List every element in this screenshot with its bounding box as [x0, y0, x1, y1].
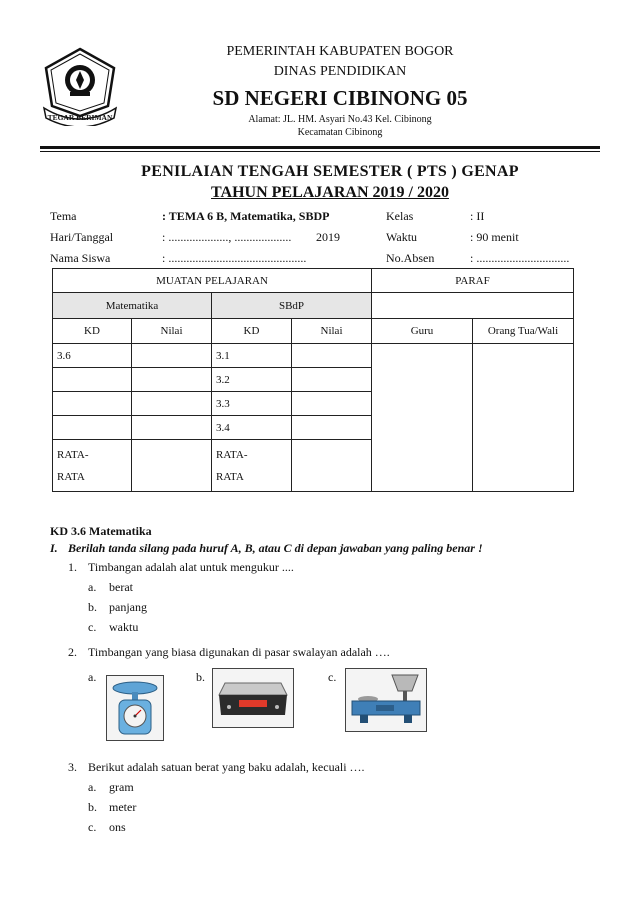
- rata-label-line1: RATA-: [57, 448, 89, 461]
- matematika-rata-rata-value[interactable]: [132, 440, 212, 492]
- hari-tanggal-year: 2019: [316, 230, 340, 244]
- sbdp-kd-cell: 3.1: [212, 344, 292, 368]
- option-letter[interactable]: c.: [88, 820, 97, 834]
- guru-signature-cell[interactable]: [372, 344, 473, 492]
- muatan-pelajaran-header: MUATAN PELAJARAN: [53, 269, 372, 293]
- paraf-header: PARAF: [372, 269, 574, 293]
- kd-heading: KD 3.6 Matematika: [50, 524, 152, 538]
- option-letter[interactable]: b.: [88, 600, 97, 614]
- option-letter[interactable]: c.: [88, 620, 97, 634]
- sbdp-kd-cell: 3.3: [212, 392, 292, 416]
- nilai-header-matematika: Nilai: [132, 319, 212, 344]
- grade-table: [52, 268, 574, 492]
- question-text: Berikut adalah satuan berat yang baku adalah, kecuali ….: [88, 760, 365, 774]
- nama-siswa-label: Nama Siswa: [50, 251, 111, 265]
- sbdp-nilai-cell[interactable]: [292, 368, 372, 392]
- sbdp-header: SBdP: [212, 293, 372, 319]
- option-letter[interactable]: b.: [196, 670, 205, 684]
- sbdp-kd-cell: 3.2: [212, 368, 292, 392]
- nilai-header-sbdp: Nilai: [292, 319, 372, 344]
- kelas-label: Kelas: [386, 209, 414, 223]
- matematika-rata-rata-label: [53, 440, 132, 492]
- kelas-value: : II: [470, 209, 485, 223]
- matematika-kd-cell: [53, 392, 132, 416]
- question-number: 3.: [68, 760, 77, 774]
- no-absen-label: No.Absen: [386, 251, 435, 265]
- svg-text:TEGAR BERIMAN: TEGAR BERIMAN: [47, 113, 113, 122]
- letterhead-department: DINAS PENDIDIKAN: [273, 64, 407, 79]
- instruction-text: Berilah tanda silang pada huruf A, B, atau C di depan jawaban yang paling benar !: [68, 541, 483, 555]
- sbdp-kd-cell: 3.4: [212, 416, 292, 440]
- hari-tanggal-label: Hari/Tanggal: [50, 230, 114, 244]
- sbdp-nilai-cell[interactable]: [292, 392, 372, 416]
- rata-label-line1: RATA-: [216, 448, 248, 461]
- kd-header-matematika: KD: [53, 319, 132, 344]
- kd-header-sbdp: KD: [212, 319, 292, 344]
- matematika-kd-cell: 3.6: [53, 344, 132, 368]
- orang-tua-signature-cell[interactable]: [473, 344, 574, 492]
- letterhead-school-name: SD NEGERI CIBINONG 05: [212, 86, 468, 110]
- option-text: ons: [109, 820, 126, 834]
- question-text: Timbangan adalah alat untuk mengukur ....: [88, 560, 294, 574]
- matematika-nilai-cell[interactable]: [132, 344, 212, 368]
- option-text: waktu: [109, 620, 139, 634]
- table-row: [53, 344, 574, 368]
- rata-label-line2: RATA: [216, 470, 244, 483]
- school-logo: [40, 46, 120, 126]
- letterhead-district: Kecamatan Cibinong: [297, 127, 383, 138]
- letterhead-address: Alamat: JL. HM. Asyari No.43 Kel. Cibinong: [248, 114, 432, 125]
- no-absen-field[interactable]: : ...............................: [470, 251, 570, 265]
- paraf-blank-cell: [372, 293, 574, 319]
- option-letter[interactable]: b.: [88, 800, 97, 814]
- waktu-value: : 90 menit: [470, 230, 519, 244]
- sbdp-rata-rata-label: [212, 440, 292, 492]
- matematika-nilai-cell[interactable]: [132, 368, 212, 392]
- rata-label-line2: RATA: [57, 470, 85, 483]
- sbdp-rata-rata-value[interactable]: [292, 440, 372, 492]
- question-text: Timbangan yang biasa digunakan di pasar swalayan adalah ….: [88, 645, 390, 659]
- academic-year-title: TAHUN PELAJARAN 2019 / 2020: [211, 184, 449, 201]
- instruction: [50, 541, 483, 556]
- orang-tua-wali-header: Orang Tua/Wali: [473, 319, 574, 344]
- digital-scale-picture[interactable]: [212, 668, 294, 728]
- matematika-header: Matematika: [53, 293, 212, 319]
- option-letter[interactable]: a.: [88, 780, 97, 794]
- tema-value: : TEMA 6 B, Matematika, SBDP: [162, 209, 330, 223]
- letterhead-government: PEMERINTAH KABUPATEN BOGOR: [226, 44, 454, 59]
- option-text: meter: [109, 800, 137, 814]
- option-letter[interactable]: c.: [328, 670, 337, 684]
- letterhead-divider-thick: [40, 146, 600, 149]
- balance-scale-picture[interactable]: [345, 668, 427, 732]
- tema-label: Tema: [50, 209, 77, 223]
- hari-tanggal-field[interactable]: : ...................., ...................: [162, 230, 292, 244]
- nama-siswa-field[interactable]: : ..............................................: [162, 251, 307, 265]
- sbdp-nilai-cell[interactable]: [292, 416, 372, 440]
- option-letter[interactable]: a.: [88, 670, 97, 684]
- matematika-nilai-cell[interactable]: [132, 416, 212, 440]
- dial-scale-picture[interactable]: [106, 675, 164, 741]
- matematika-kd-cell: [53, 416, 132, 440]
- guru-header: Guru: [372, 319, 473, 344]
- sbdp-nilai-cell[interactable]: [292, 344, 372, 368]
- option-text: panjang: [109, 600, 147, 614]
- question-number: 2.: [68, 645, 77, 659]
- matematika-nilai-cell[interactable]: [132, 392, 212, 416]
- exam-title: PENILAIAN TENGAH SEMESTER ( PTS ) GENAP: [141, 163, 519, 180]
- section-roman-numeral: I.: [50, 541, 58, 555]
- waktu-label: Waktu: [386, 230, 418, 244]
- option-text: gram: [109, 780, 134, 794]
- matematika-kd-cell: [53, 368, 132, 392]
- question-number: 1.: [68, 560, 77, 574]
- letterhead-divider-thin: [40, 151, 600, 152]
- option-text: berat: [109, 580, 133, 594]
- option-letter[interactable]: a.: [88, 580, 97, 594]
